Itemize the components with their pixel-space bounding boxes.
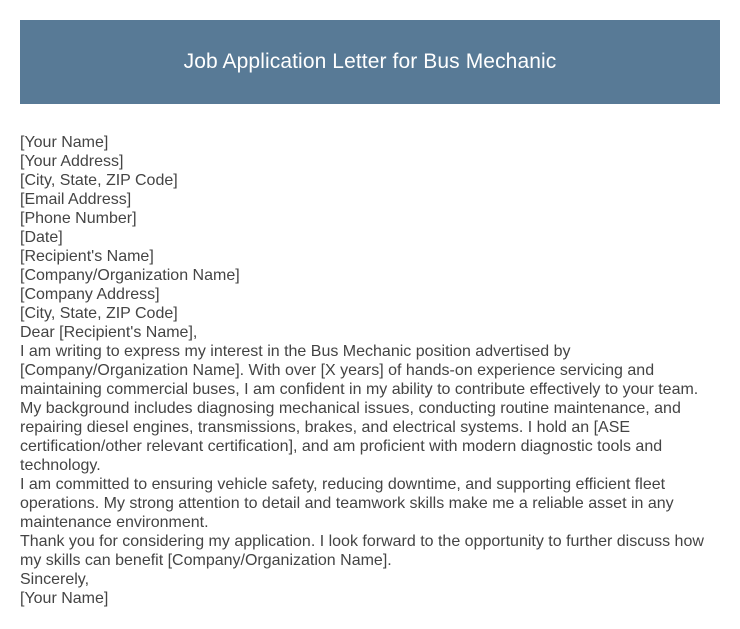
body-paragraph-3: Thank you for considering my application. I look forward to the opportunity to further discuss how my skills can benefit [Company/Organization Name]. [20,533,704,569]
letter-body [20,133,722,608]
letter-date: [Date] [20,229,63,246]
body-paragraph-2: I am committed to ensuring vehicle safety, reducing downtime, and supporting efficient fleet operations. My strong attention to detail and teamwork skills make me a reliable asset in any maintenance environment. [20,476,674,531]
salutation: Dear [Recipient's Name], [20,324,198,341]
signature-name: [Your Name] [20,590,109,607]
header-banner [20,20,720,104]
sender-email: [Email Address] [20,191,132,208]
recipient-organization: [Company/Organization Name] [20,267,240,284]
sender-name: [Your Name] [20,134,109,151]
recipient-name: [Recipient's Name] [20,248,154,265]
sender-phone: [Phone Number] [20,210,137,227]
sender-city-state-zip: [City, State, ZIP Code] [20,172,178,189]
recipient-city-state-zip: [City, State, ZIP Code] [20,305,178,322]
sender-address: [Your Address] [20,153,124,170]
closing: Sincerely, [20,571,90,588]
body-paragraph-1: I am writing to express my interest in the Bus Mechanic position advertised by [Company/Organization Name]. With over [X years] of hands-on experience servicing and maintaining commercial buses, I am confident in my ability to contribute effectively to your team. My background includes diagnosing mechanical issues, conducting routine maintenance, and repairing diesel engines, transmissions, brakes, and electrical systems. I hold an [ASE certification/other relevant certification], and am proficient with modern diagnostic tools and technology. [20,343,699,474]
recipient-address: [Company Address] [20,286,160,303]
page-title: Job Application Letter for Bus Mechanic [183,50,557,73]
